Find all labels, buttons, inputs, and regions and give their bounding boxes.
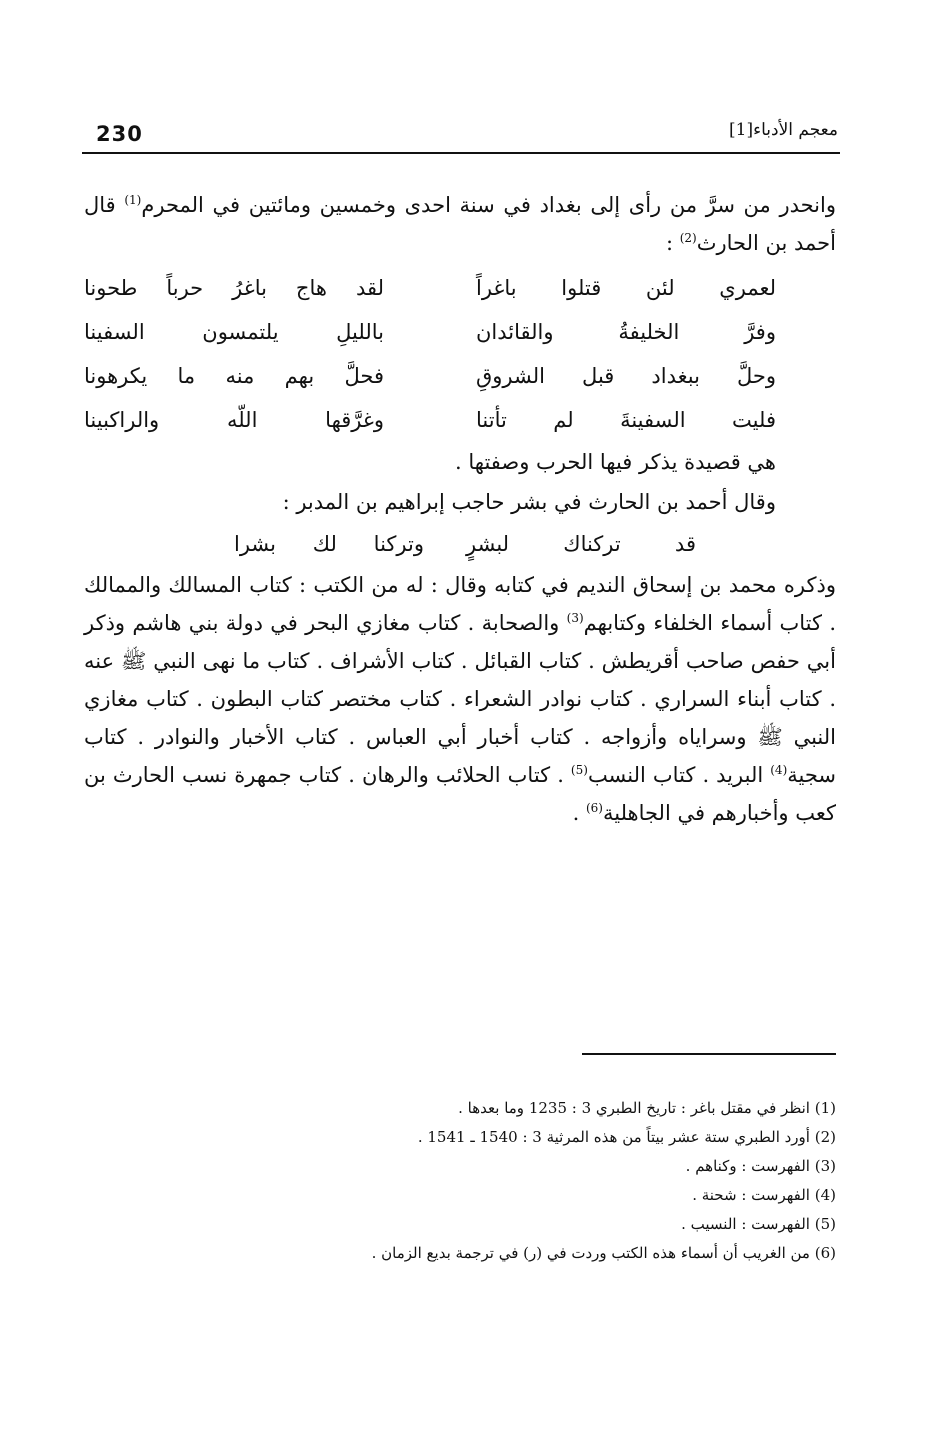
- verse-second-hemistich: وتركنا لك بشرا: [234, 532, 424, 556]
- verse-first-hemistich: فليت السفينةَ لم تأتنا: [476, 408, 776, 432]
- paragraph-1-text: وانحدر من سرَّ من رأى إلى بغداد في سنة احدى وخمسين ومائتين في المحرم: [141, 193, 836, 217]
- verse-first-hemistich: قد تركناك لبشرٍ: [466, 532, 696, 556]
- poem-comment: هي قصيدة يذكر فيها الحرب وصفتها .: [455, 450, 776, 474]
- verse-second-hemistich: فحلَّ بهم منه ما يكرهونا: [84, 364, 384, 388]
- running-title: معجم الأدباء[1]: [729, 120, 838, 140]
- poem-verse: [84, 398, 836, 442]
- paragraph-2: [84, 566, 836, 832]
- footnote-ref-3: (3): [566, 611, 584, 625]
- page-header: [80, 108, 840, 152]
- footnote-4: (4) الفهرست : شحنة .: [692, 1186, 836, 1204]
- footnote-ref-4: (4): [770, 763, 788, 777]
- footnote-5: (5) الفهرست : النسيب .: [681, 1215, 836, 1233]
- header-rule: [82, 152, 840, 154]
- poem-verse: [84, 266, 836, 310]
- paragraph-2-text-3: البريد . كتاب النسب: [587, 763, 771, 787]
- verse-first-hemistich: وحلَّ ببغداد قبل الشروقِ: [476, 364, 776, 388]
- poem-verse: [84, 310, 836, 354]
- paragraph-2-text-4: . كتاب الحلائب والرهان . كتاب جمهرة نسب الحارث بن كعب وأخبارهم في الجاهلية: [84, 763, 836, 825]
- verse-second-hemistich: وغرَّقها اللّه والراكبينا: [84, 408, 384, 432]
- paragraph-2-text-2: والصحابة . كتاب مغازي البحر في دولة بني هاشم وذكر أبي حفص صاحب أقريطش . كتاب القبائل . كتاب الأشراف . كتاب ما نهى النبي ﷺ عنه . كتاب أبناء السراري . كتاب نوادر الشعراء . كتاب مختصر كتاب البطون . كتاب مغازي النبي ﷺ وسراياه وأزواجه . كتاب أخبار أبي العباس . كتاب الأخبار والنوادر . كتاب سجية: [84, 611, 836, 787]
- footnote-ref-5: (5): [570, 763, 588, 777]
- footnote-ref-1: (1): [124, 193, 142, 207]
- poem-2-intro: وقال أحمد بن الحارث في بشر حاجب إبراهيم بن المدبر :: [282, 490, 776, 514]
- paragraph-1: [84, 186, 836, 262]
- main-text: [84, 186, 836, 832]
- footnote-1: (1) انظر في مقتل باغر : تاريخ الطبري 3 : 1235 وما بعدها .: [458, 1099, 836, 1117]
- footnote-6: (6) من الغريب أن أسماء هذه الكتب وردت في (ر) في ترجمة بديع الزمان .: [371, 1244, 836, 1262]
- footnote-ref-6: (6): [585, 801, 603, 815]
- verse-first-hemistich: وفرَّ الخليفةُ والقائدان: [476, 320, 776, 344]
- poem-2-verse: [84, 522, 836, 566]
- paragraph-1-text-3: :: [665, 231, 680, 255]
- footnotes: [200, 1094, 836, 1268]
- paragraph-2-text-5: .: [572, 801, 586, 825]
- poem-verse: [84, 354, 836, 398]
- verse-first-hemistich: لعمري لئن قتلوا باغراً: [476, 276, 776, 300]
- paragraph-1-text-2: قال أحمد بن الحارث: [84, 193, 836, 255]
- footnote-rule: [582, 1053, 836, 1055]
- page-number: 230: [96, 122, 143, 146]
- footnote-3: (3) الفهرست : وكناهم .: [685, 1157, 836, 1175]
- poem-1: [84, 266, 836, 442]
- verse-second-hemistich: بالليلِ يلتمسون السفينا: [84, 320, 384, 344]
- footnote-2: (2) أورد الطبري ستة عشر بيتاً من هذه المرثية 3 : 1540 ـ 1541 .: [417, 1128, 836, 1146]
- footnote-ref-2: (2): [679, 231, 697, 245]
- paragraph-2-text: وذكره محمد بن إسحاق النديم في كتابه وقال : له من الكتب : كتاب المسالك والممالك . كتاب أسماء الخلفاء وكتابهم: [84, 573, 837, 635]
- verse-second-hemistich: لقد هاج باغرُ حرباً طحونا: [84, 276, 384, 300]
